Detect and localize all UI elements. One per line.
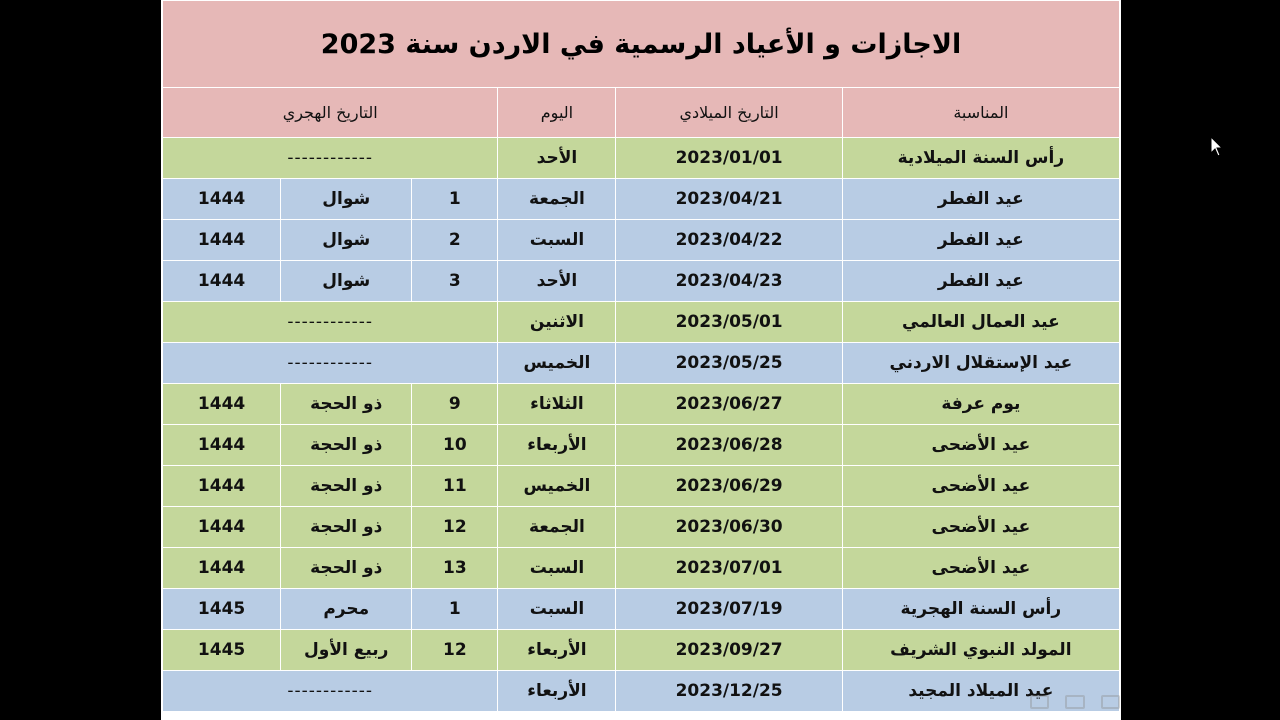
day-cell: الأحد: [498, 138, 616, 179]
day-cell: الخميس: [498, 343, 616, 384]
holiday-table: [162, 0, 1120, 712]
day-cell: الأربعاء: [498, 671, 616, 712]
hijri-date-cell: ------------: [163, 138, 498, 179]
hijri-month-cell: ذو الحجة: [281, 384, 412, 425]
gregorian-date-cell: 2023/07/01: [616, 548, 842, 589]
table-row: [163, 671, 1120, 712]
occasion-cell: عيد الأضحى: [842, 466, 1119, 507]
gregorian-date-cell: 2023/04/21: [616, 179, 842, 220]
hijri-date-cell: ------------: [163, 343, 498, 384]
hijri-day-cell: 12: [412, 507, 498, 548]
hijri-day-cell: 1: [412, 179, 498, 220]
menu-icon[interactable]: [1065, 695, 1084, 709]
header-occasion: المناسبة: [842, 88, 1119, 138]
hijri-year-cell: 1444: [163, 507, 281, 548]
hijri-month-cell: ربيع الأول: [281, 630, 412, 671]
occasion-cell: رأس السنة الهجرية: [842, 589, 1119, 630]
hijri-day-cell: 10: [412, 425, 498, 466]
gregorian-date-cell: 2023/05/25: [616, 343, 842, 384]
hijri-year-cell: 1444: [163, 425, 281, 466]
occasion-cell: المولد النبوي الشريف: [842, 630, 1119, 671]
table-row: [163, 466, 1120, 507]
gregorian-date-cell: 2023/09/27: [616, 630, 842, 671]
table-row: [163, 220, 1120, 261]
hijri-date-cell: ------------: [163, 671, 498, 712]
hijri-month-cell: ذو الحجة: [281, 466, 412, 507]
occasion-cell: يوم عرفة: [842, 384, 1119, 425]
table-row: [163, 302, 1120, 343]
next-slide-icon[interactable]: [1101, 695, 1120, 709]
occasion-cell: عيد الفطر: [842, 220, 1119, 261]
occasion-cell: عيد الفطر: [842, 179, 1119, 220]
table-row: [163, 138, 1120, 179]
gregorian-date-cell: 2023/06/29: [616, 466, 842, 507]
day-cell: الجمعة: [498, 179, 616, 220]
gregorian-date-cell: 2023/05/01: [616, 302, 842, 343]
table-row: [163, 343, 1120, 384]
day-cell: الخميس: [498, 466, 616, 507]
gregorian-date-cell: 2023/01/01: [616, 138, 842, 179]
gregorian-date-cell: 2023/04/23: [616, 261, 842, 302]
hijri-month-cell: ذو الحجة: [281, 425, 412, 466]
hijri-day-cell: 2: [412, 220, 498, 261]
mouse-cursor-icon: [1210, 136, 1224, 158]
gregorian-date-cell: 2023/06/27: [616, 384, 842, 425]
table-row: [163, 589, 1120, 630]
gregorian-date-cell: 2023/06/28: [616, 425, 842, 466]
slideshow-controls: [1030, 692, 1120, 712]
table-row: [163, 548, 1120, 589]
header-day: اليوم: [498, 88, 616, 138]
hijri-day-cell: 13: [412, 548, 498, 589]
gregorian-date-cell: 2023/04/22: [616, 220, 842, 261]
occasion-cell: عيد الميلاد المجيد: [842, 671, 1119, 712]
day-cell: السبت: [498, 548, 616, 589]
hijri-month-cell: شوال: [281, 220, 412, 261]
day-cell: الأربعاء: [498, 425, 616, 466]
day-cell: الثلاثاء: [498, 384, 616, 425]
hijri-month-cell: شوال: [281, 261, 412, 302]
occasion-cell: عيد الأضحى: [842, 507, 1119, 548]
hijri-month-cell: ذو الحجة: [281, 507, 412, 548]
hijri-day-cell: 1: [412, 589, 498, 630]
hijri-month-cell: ذو الحجة: [281, 548, 412, 589]
hijri-year-cell: 1444: [163, 220, 281, 261]
table-row: [163, 425, 1120, 466]
table-row: [163, 261, 1120, 302]
day-cell: السبت: [498, 220, 616, 261]
hijri-day-cell: 3: [412, 261, 498, 302]
header-row: [163, 88, 1120, 138]
hijri-year-cell: 1444: [163, 384, 281, 425]
hijri-day-cell: 11: [412, 466, 498, 507]
hijri-date-cell: ------------: [163, 302, 498, 343]
header-gregorian: التاريخ الميلادي: [616, 88, 842, 138]
table-row: [163, 179, 1120, 220]
table-row: [163, 384, 1120, 425]
occasion-cell: عيد الأضحى: [842, 425, 1119, 466]
previous-slide-icon[interactable]: [1030, 695, 1049, 709]
occasion-cell: عيد الأضحى: [842, 548, 1119, 589]
page-title: الاجازات و الأعياد الرسمية في الاردن سنة 2023: [163, 1, 1120, 88]
hijri-year-cell: 1444: [163, 466, 281, 507]
day-cell: الأربعاء: [498, 630, 616, 671]
table-row: [163, 630, 1120, 671]
day-cell: الأحد: [498, 261, 616, 302]
occasion-cell: عيد الإستقلال الاردني: [842, 343, 1119, 384]
hijri-year-cell: 1444: [163, 179, 281, 220]
header-hijri: التاريخ الهجري: [163, 88, 498, 138]
gregorian-date-cell: 2023/07/19: [616, 589, 842, 630]
occasion-cell: رأس السنة الميلادية: [842, 138, 1119, 179]
gregorian-date-cell: 2023/12/25: [616, 671, 842, 712]
occasion-cell: عيد العمال العالمي: [842, 302, 1119, 343]
hijri-year-cell: 1444: [163, 261, 281, 302]
day-cell: الجمعة: [498, 507, 616, 548]
table-row: [163, 507, 1120, 548]
hijri-year-cell: 1445: [163, 589, 281, 630]
hijri-month-cell: شوال: [281, 179, 412, 220]
day-cell: السبت: [498, 589, 616, 630]
hijri-day-cell: 12: [412, 630, 498, 671]
hijri-year-cell: 1444: [163, 548, 281, 589]
holiday-sheet: [161, 0, 1121, 720]
occasion-cell: عيد الفطر: [842, 261, 1119, 302]
day-cell: الاثنين: [498, 302, 616, 343]
hijri-day-cell: 9: [412, 384, 498, 425]
hijri-year-cell: 1445: [163, 630, 281, 671]
hijri-month-cell: محرم: [281, 589, 412, 630]
gregorian-date-cell: 2023/06/30: [616, 507, 842, 548]
